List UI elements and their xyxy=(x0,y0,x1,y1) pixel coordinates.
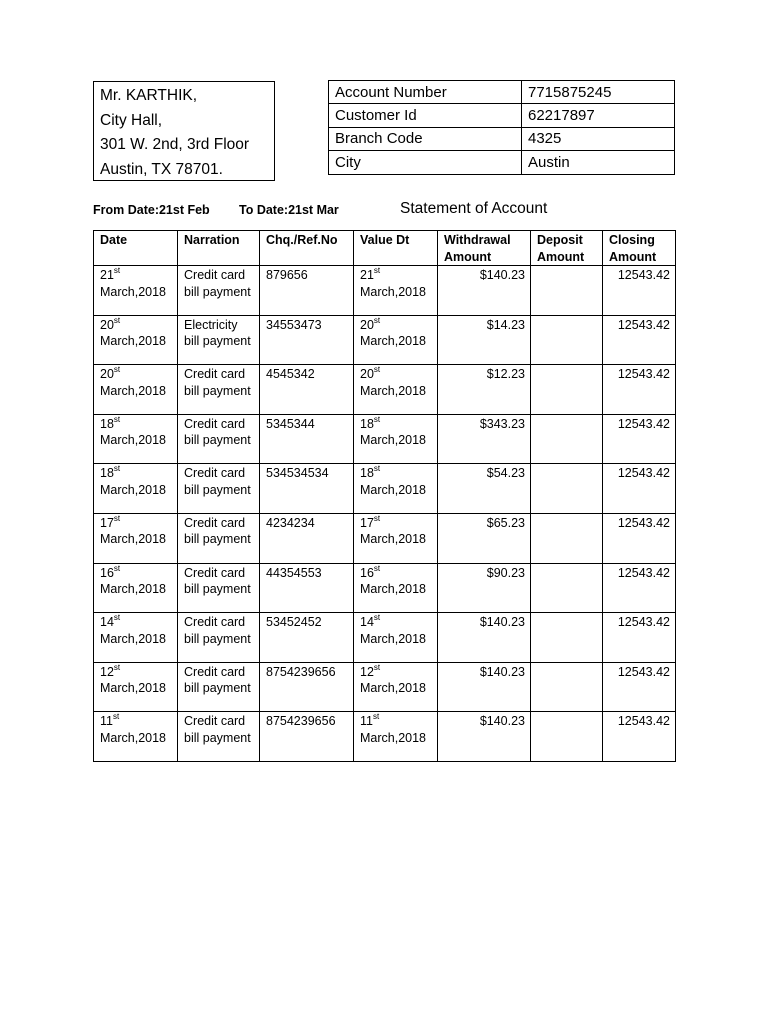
col-date: Date xyxy=(94,231,178,266)
deposit-cell xyxy=(531,613,603,663)
date-suffix: st xyxy=(112,712,120,722)
withdrawal-cell: $140.23 xyxy=(438,712,531,762)
date-suffix: st xyxy=(113,414,121,424)
customer-address-box xyxy=(93,81,275,181)
value-date-month: March,2018 xyxy=(360,582,427,597)
date-suffix: st xyxy=(113,563,121,573)
date-day: 11 xyxy=(100,714,113,729)
ref-cell: 8754239656 xyxy=(260,712,354,762)
value-date-month: March,2018 xyxy=(360,383,427,398)
ref-cell: 879656 xyxy=(260,266,354,316)
ref-cell: 5345344 xyxy=(260,414,354,464)
value-date-suffix: st xyxy=(373,365,381,375)
closing-cell: 12543.42 xyxy=(603,662,676,712)
value-date-suffix: st xyxy=(373,464,381,474)
value-date-day: 20 xyxy=(360,317,374,332)
withdrawal-cell: $90.23 xyxy=(438,563,531,613)
value-date-cell xyxy=(354,513,438,563)
account-info-table xyxy=(328,80,675,175)
statement-title: Statement of Account xyxy=(400,200,548,217)
deposit-cell xyxy=(531,315,603,365)
closing-cell: 12543.42 xyxy=(603,315,676,365)
transactions-body xyxy=(94,266,676,762)
ref-cell: 34553473 xyxy=(260,315,354,365)
value-date-day: 18 xyxy=(360,466,374,481)
value-date-cell xyxy=(354,414,438,464)
deposit-cell xyxy=(531,266,603,316)
deposit-cell xyxy=(531,365,603,415)
date-suffix: st xyxy=(113,662,121,672)
date-suffix: st xyxy=(113,365,121,375)
closing-cell: 12543.42 xyxy=(603,464,676,514)
date-month: March,2018 xyxy=(100,334,167,349)
account-info-row xyxy=(329,127,675,150)
from-date: From Date:21st Feb xyxy=(93,203,210,217)
account-info-row xyxy=(329,81,675,104)
table-row xyxy=(94,513,676,563)
date-month: March,2018 xyxy=(100,383,167,398)
value-date-cell xyxy=(354,464,438,514)
city-value: Austin xyxy=(522,151,675,174)
ref-cell: 4234234 xyxy=(260,513,354,563)
address-line-1: City Hall, xyxy=(100,111,163,129)
table-row xyxy=(94,563,676,613)
date-day: 20 xyxy=(100,367,114,382)
date-month: March,2018 xyxy=(100,532,167,547)
table-row xyxy=(94,266,676,316)
value-date-day: 12 xyxy=(360,664,374,679)
value-date-day: 17 xyxy=(360,515,374,530)
date-cell xyxy=(94,662,178,712)
date-month: March,2018 xyxy=(100,284,167,299)
date-suffix: st xyxy=(113,513,121,523)
value-date-cell xyxy=(354,365,438,415)
date-day: 16 xyxy=(100,565,114,580)
table-row xyxy=(94,315,676,365)
value-date-cell xyxy=(354,563,438,613)
date-month: March,2018 xyxy=(100,730,167,745)
narration-cell: Credit card bill payment xyxy=(178,414,260,464)
narration-cell: Credit card bill payment xyxy=(178,464,260,514)
value-date-suffix: st xyxy=(373,662,381,672)
value-date-month: March,2018 xyxy=(360,433,427,448)
branch-code-value: 4325 xyxy=(522,127,675,150)
date-cell xyxy=(94,563,178,613)
address-line-3: Austin, TX 78701. xyxy=(100,160,223,178)
withdrawal-cell: $140.23 xyxy=(438,613,531,663)
withdrawal-cell: $54.23 xyxy=(438,464,531,514)
value-date-suffix: st xyxy=(373,315,381,325)
date-month: March,2018 xyxy=(100,631,167,646)
table-row xyxy=(94,414,676,464)
deposit-cell xyxy=(531,414,603,464)
date-suffix: st xyxy=(113,266,121,275)
withdrawal-cell: $14.23 xyxy=(438,315,531,365)
withdrawal-cell: $140.23 xyxy=(438,266,531,316)
narration-cell: Credit card bill payment xyxy=(178,662,260,712)
date-day: 21 xyxy=(100,268,114,282)
value-date-day: 18 xyxy=(360,416,374,431)
value-date-day: 20 xyxy=(360,367,374,382)
value-date-month: March,2018 xyxy=(360,334,427,349)
date-suffix: st xyxy=(113,464,121,474)
date-suffix: st xyxy=(113,613,121,623)
deposit-cell xyxy=(531,563,603,613)
narration-cell: Electricity bill payment xyxy=(178,315,260,365)
narration-cell: Credit card bill payment xyxy=(178,613,260,663)
narration-cell: Credit card bill payment xyxy=(178,266,260,316)
col-narration: Narration xyxy=(178,231,260,266)
date-day: 12 xyxy=(100,664,114,679)
date-month: March,2018 xyxy=(100,582,167,597)
date-cell xyxy=(94,513,178,563)
date-cell xyxy=(94,464,178,514)
date-day: 18 xyxy=(100,466,114,481)
date-cell xyxy=(94,365,178,415)
table-row xyxy=(94,712,676,762)
value-date-cell xyxy=(354,315,438,365)
date-month: March,2018 xyxy=(100,482,167,497)
closing-cell: 12543.42 xyxy=(603,563,676,613)
value-date-month: March,2018 xyxy=(360,681,427,696)
value-date-day: 21 xyxy=(360,268,374,282)
date-month: March,2018 xyxy=(100,681,167,696)
address-line-2: 301 W. 2nd, 3rd Floor xyxy=(100,136,250,153)
date-cell xyxy=(94,712,178,762)
value-date-suffix: st xyxy=(373,414,381,424)
value-date-suffix: st xyxy=(373,513,381,523)
value-date-cell xyxy=(354,662,438,712)
value-date-suffix: st xyxy=(373,563,381,573)
date-suffix: st xyxy=(113,315,121,325)
account-info-row xyxy=(329,151,675,174)
customer-id-value: 62217897 xyxy=(522,104,675,127)
date-day: 14 xyxy=(100,615,114,630)
value-date-month: March,2018 xyxy=(360,631,427,646)
narration-cell: Credit card bill payment xyxy=(178,365,260,415)
date-day: 20 xyxy=(100,317,114,332)
date-cell xyxy=(94,315,178,365)
col-withdrawal: Withdrawal Amount xyxy=(438,231,531,266)
value-date-suffix: st xyxy=(373,613,381,623)
transactions-table xyxy=(93,230,676,762)
ref-cell: 8754239656 xyxy=(260,662,354,712)
col-ref: Chq./Ref.No xyxy=(260,231,354,266)
header-row xyxy=(94,231,676,266)
ref-cell: 53452452 xyxy=(260,613,354,663)
col-value-dt: Value Dt xyxy=(354,231,438,266)
table-row xyxy=(94,464,676,514)
col-deposit: Deposit Amount xyxy=(531,231,603,266)
ref-cell: 534534534 xyxy=(260,464,354,514)
narration-cell: Credit card bill payment xyxy=(178,712,260,762)
withdrawal-cell: $140.23 xyxy=(438,662,531,712)
account-number-value: 7715875245 xyxy=(522,81,675,104)
table-row xyxy=(94,662,676,712)
deposit-cell xyxy=(531,712,603,762)
withdrawal-cell: $12.23 xyxy=(438,365,531,415)
ref-cell: 44354553 xyxy=(260,563,354,613)
col-closing: Closing Amount xyxy=(603,231,676,266)
customer-id-label: Customer Id xyxy=(329,104,522,127)
ref-cell: 4545342 xyxy=(260,365,354,415)
narration-cell: Credit card bill payment xyxy=(178,563,260,613)
value-date-day: 11 xyxy=(360,714,373,729)
date-cell xyxy=(94,613,178,663)
date-day: 18 xyxy=(100,416,114,431)
value-date-day: 14 xyxy=(360,615,374,630)
value-date-month: March,2018 xyxy=(360,284,427,299)
value-date-month: March,2018 xyxy=(360,730,427,745)
date-cell xyxy=(94,266,178,316)
withdrawal-cell: $343.23 xyxy=(438,414,531,464)
table-row xyxy=(94,613,676,663)
withdrawal-cell: $65.23 xyxy=(438,513,531,563)
date-day: 17 xyxy=(100,515,114,530)
branch-code-label: Branch Code xyxy=(329,127,522,150)
value-date-cell xyxy=(354,712,438,762)
closing-cell: 12543.42 xyxy=(603,712,676,762)
city-label: City xyxy=(329,151,522,174)
date-month: March,2018 xyxy=(100,433,167,448)
customer-name: Mr. KARTHIK, xyxy=(100,87,198,104)
deposit-cell xyxy=(531,464,603,514)
value-date-suffix: st xyxy=(372,712,380,722)
value-date-month: March,2018 xyxy=(360,532,427,547)
account-info-row xyxy=(329,104,675,127)
date-cell xyxy=(94,414,178,464)
closing-cell: 12543.42 xyxy=(603,266,676,316)
closing-cell: 12543.42 xyxy=(603,365,676,415)
closing-cell: 12543.42 xyxy=(603,414,676,464)
narration-cell: Credit card bill payment xyxy=(178,513,260,563)
closing-cell: 12543.42 xyxy=(603,513,676,563)
value-date-month: March,2018 xyxy=(360,482,427,497)
deposit-cell xyxy=(531,662,603,712)
account-number-label: Account Number xyxy=(329,81,522,104)
closing-cell: 12543.42 xyxy=(603,613,676,663)
table-row xyxy=(94,365,676,415)
value-date-day: 16 xyxy=(360,565,374,580)
value-date-cell xyxy=(354,613,438,663)
to-date: To Date:21st Mar xyxy=(239,203,339,217)
value-date-cell xyxy=(354,266,438,316)
value-date-suffix: st xyxy=(373,266,381,275)
deposit-cell xyxy=(531,513,603,563)
